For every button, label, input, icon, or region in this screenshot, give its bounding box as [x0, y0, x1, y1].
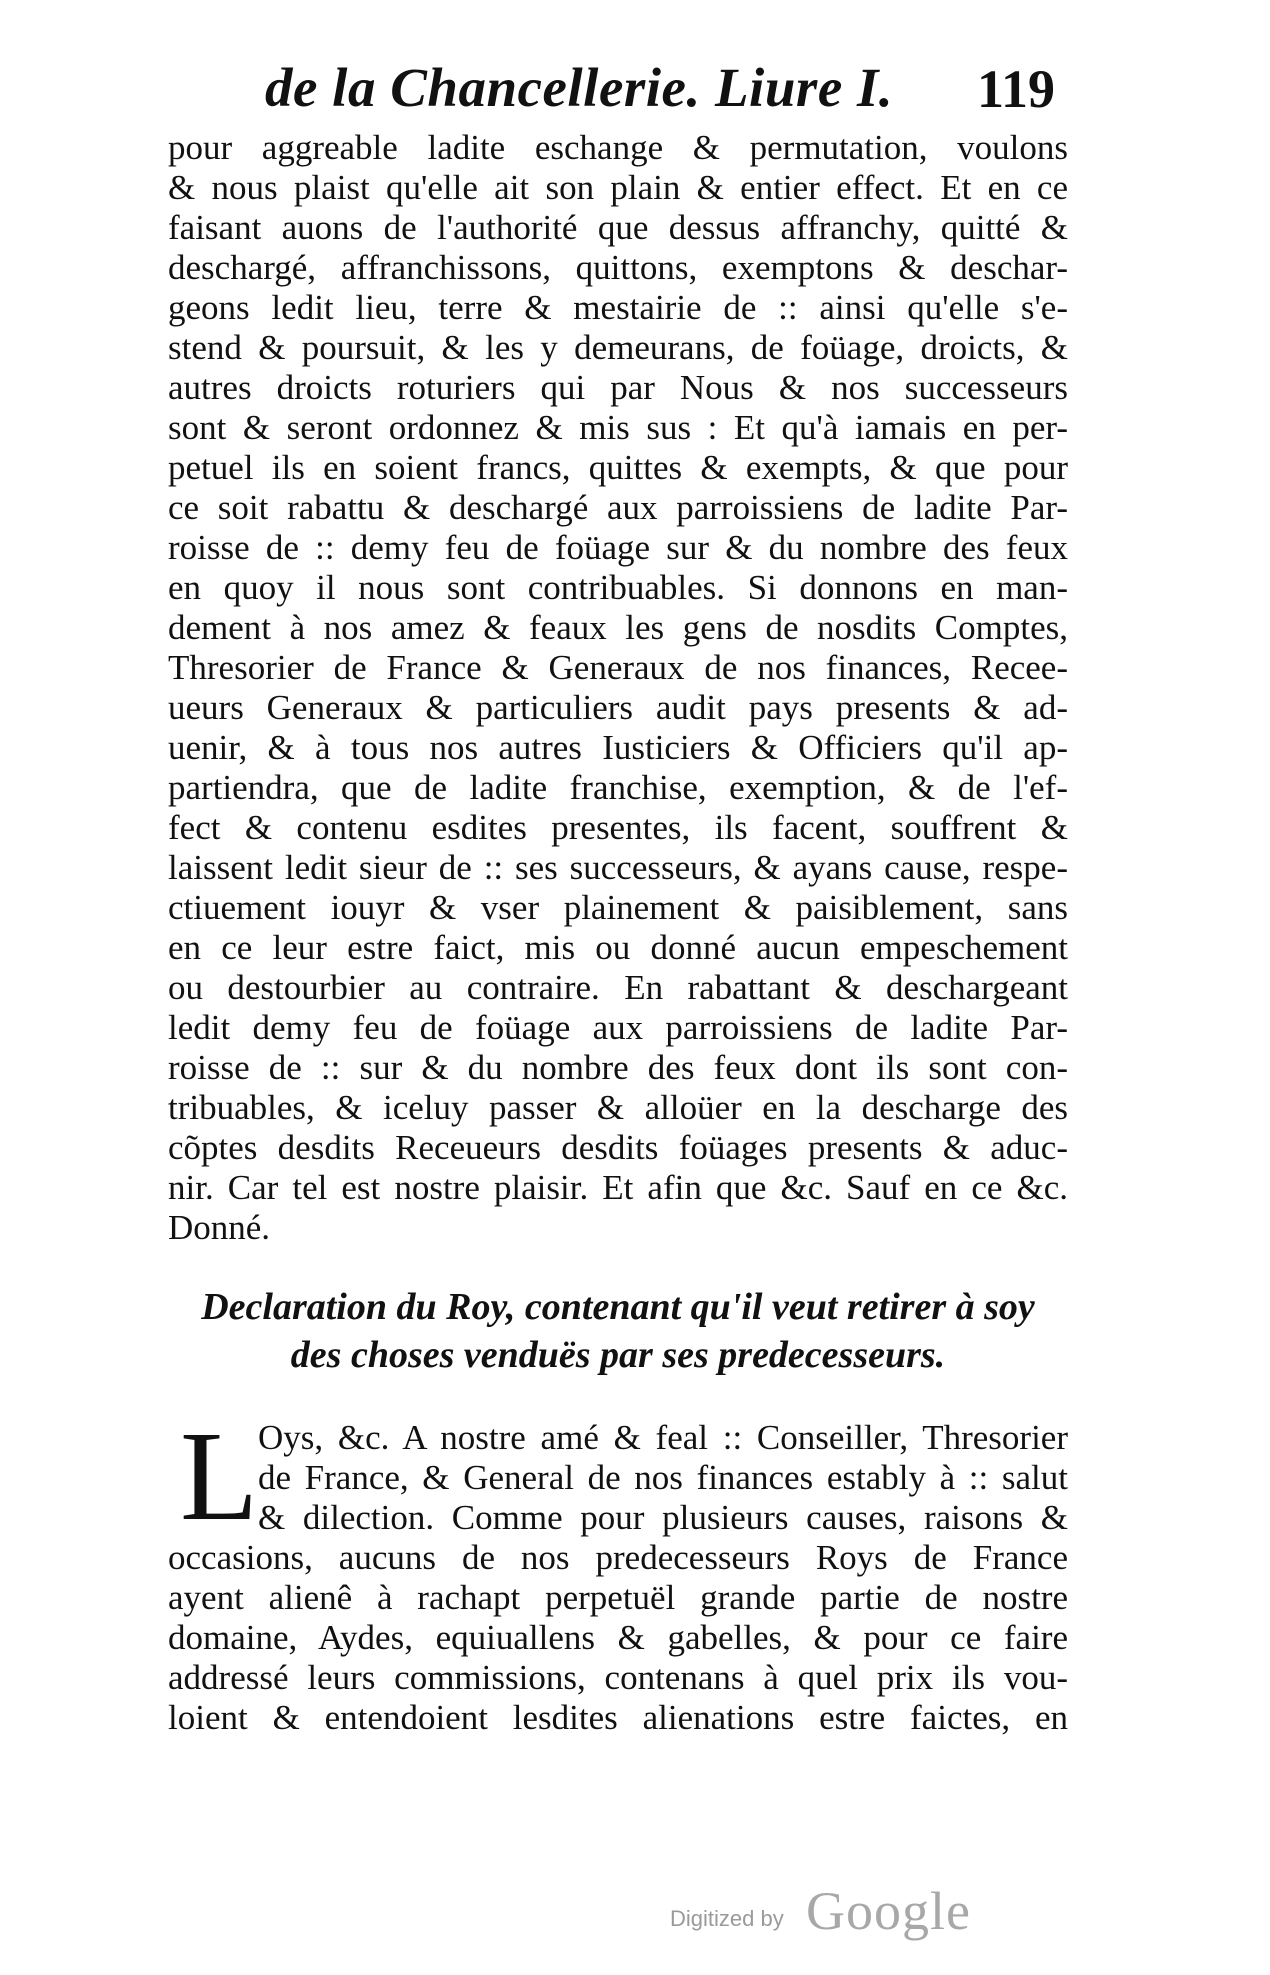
text-line: ueurs Generaux & particuliers audit pays presents & ad-	[168, 688, 1068, 727]
section-heading	[168, 1283, 1068, 1379]
text-line: uenir, & à tous nos autres Iusticiers & Officiers qu'il ap-	[168, 728, 1068, 767]
digitized-by-google-watermark	[670, 1880, 1010, 1940]
text-line: Thresorier de France & Generaux de nos finances, Recee-	[168, 648, 1068, 687]
text-line: autres droicts roturiers qui par Nous & nos successeurs	[168, 368, 1068, 407]
text-line: partiendra, que de ladite franchise, exemption, & de l'ef-	[168, 768, 1068, 807]
text-line: fect & contenu esdites presentes, ils facent, souffrent &	[168, 808, 1068, 847]
running-title: de la Chancellerie. Liure I.	[265, 57, 894, 118]
text-line: occasions, aucuns de nos predecesseurs Roys de France	[168, 1538, 1068, 1577]
page-number: 119	[976, 59, 1055, 119]
text-line: stend & poursuit, & les y demeurans, de foüage, droicts, &	[168, 328, 1068, 367]
text-line: en quoy il nous sont contribuables. Si donnons en man-	[168, 568, 1068, 607]
text-line: & nous plaist qu'elle ait son plain & entier effect. Et en ce	[168, 168, 1068, 207]
text-line: sont & seront ordonnez & mis sus : Et qu'à iamais en per-	[168, 408, 1068, 447]
text-line: ayent alienê à rachapt perpetuël grande partie de nostre	[168, 1578, 1068, 1617]
text-line: petuel ils en soient francs, quittes & exempts, & que pour	[168, 448, 1068, 487]
text-line: laissent ledit sieur de :: ses successeurs, & ayans cause, respe-	[168, 848, 1068, 887]
google-logo: Google	[806, 1881, 971, 1941]
text-line: en ce leur estre faict, mis ou donné aucun empeschement	[168, 928, 1068, 967]
text-line: roisse de :: demy feu de foüage sur & du nombre des feux	[168, 528, 1068, 567]
text-line: domaine, Aydes, equiuallens & gabelles, & pour ce faire	[168, 1618, 1068, 1657]
text-line: & dilection. Comme pour plusieurs causes, raisons &	[258, 1498, 1068, 1537]
text-line: addressé leurs commissions, contenans à quel prix ils vou-	[168, 1658, 1068, 1697]
text-line: pour aggreable ladite eschange & permutation, voulons	[168, 128, 1068, 167]
text-line: ou destourbier au contraire. En rabattant & deschargeant	[168, 968, 1068, 1007]
text-line: Oys, &c. A nostre amé & feal :: Conseiller, Thresorier	[258, 1418, 1068, 1457]
text-line: roisse de :: sur & du nombre des feux dont ils sont con-	[168, 1048, 1068, 1087]
drop-cap: L	[180, 1405, 259, 1547]
text-line: geons ledit lieu, terre & mestairie de :: ainsi qu'elle s'e-	[168, 288, 1068, 327]
text-line: nir. Car tel est nostre plaisir. Et afin que &c. Sauf en ce &c.	[168, 1168, 1068, 1207]
text-line: deschargé, affranchissons, quittons, exemptons & deschar-	[168, 248, 1068, 287]
text-line: de France, & General de nos finances estably à :: salut	[258, 1458, 1068, 1497]
text-line: ledit demy feu de foüage aux parroissiens de ladite Par-	[168, 1008, 1068, 1047]
heading-line: Declaration du Roy, contenant qu'il veut retirer à soy	[201, 1286, 1035, 1328]
text-line: dement à nos amez & feaux les gens de nosdits Comptes,	[168, 608, 1068, 647]
text-line: ce soit rabattu & deschargé aux parroissiens de ladite Par-	[168, 488, 1068, 527]
digitized-by-label: Digitized by	[670, 1906, 784, 1931]
text-line: tribuables, & iceluy passer & alloüer en la descharge des	[168, 1088, 1068, 1127]
text-line: cõptes desdits Receueurs desdits foüages presents & aduc-	[168, 1128, 1068, 1167]
text-line: ctiuement iouyr & vser plainement & paisiblement, sans	[168, 888, 1068, 927]
body-text-block-1	[168, 128, 1068, 1248]
page-header	[265, 48, 1055, 128]
text-line: faisant auons de l'authorité que dessus affranchy, quitté &	[168, 208, 1068, 247]
text-line: Donné.	[168, 1208, 271, 1247]
text-line: loient & entendoient lesdites alienations estre faictes, en	[168, 1698, 1068, 1737]
heading-line: des choses venduës par ses predecesseurs.	[290, 1334, 946, 1376]
